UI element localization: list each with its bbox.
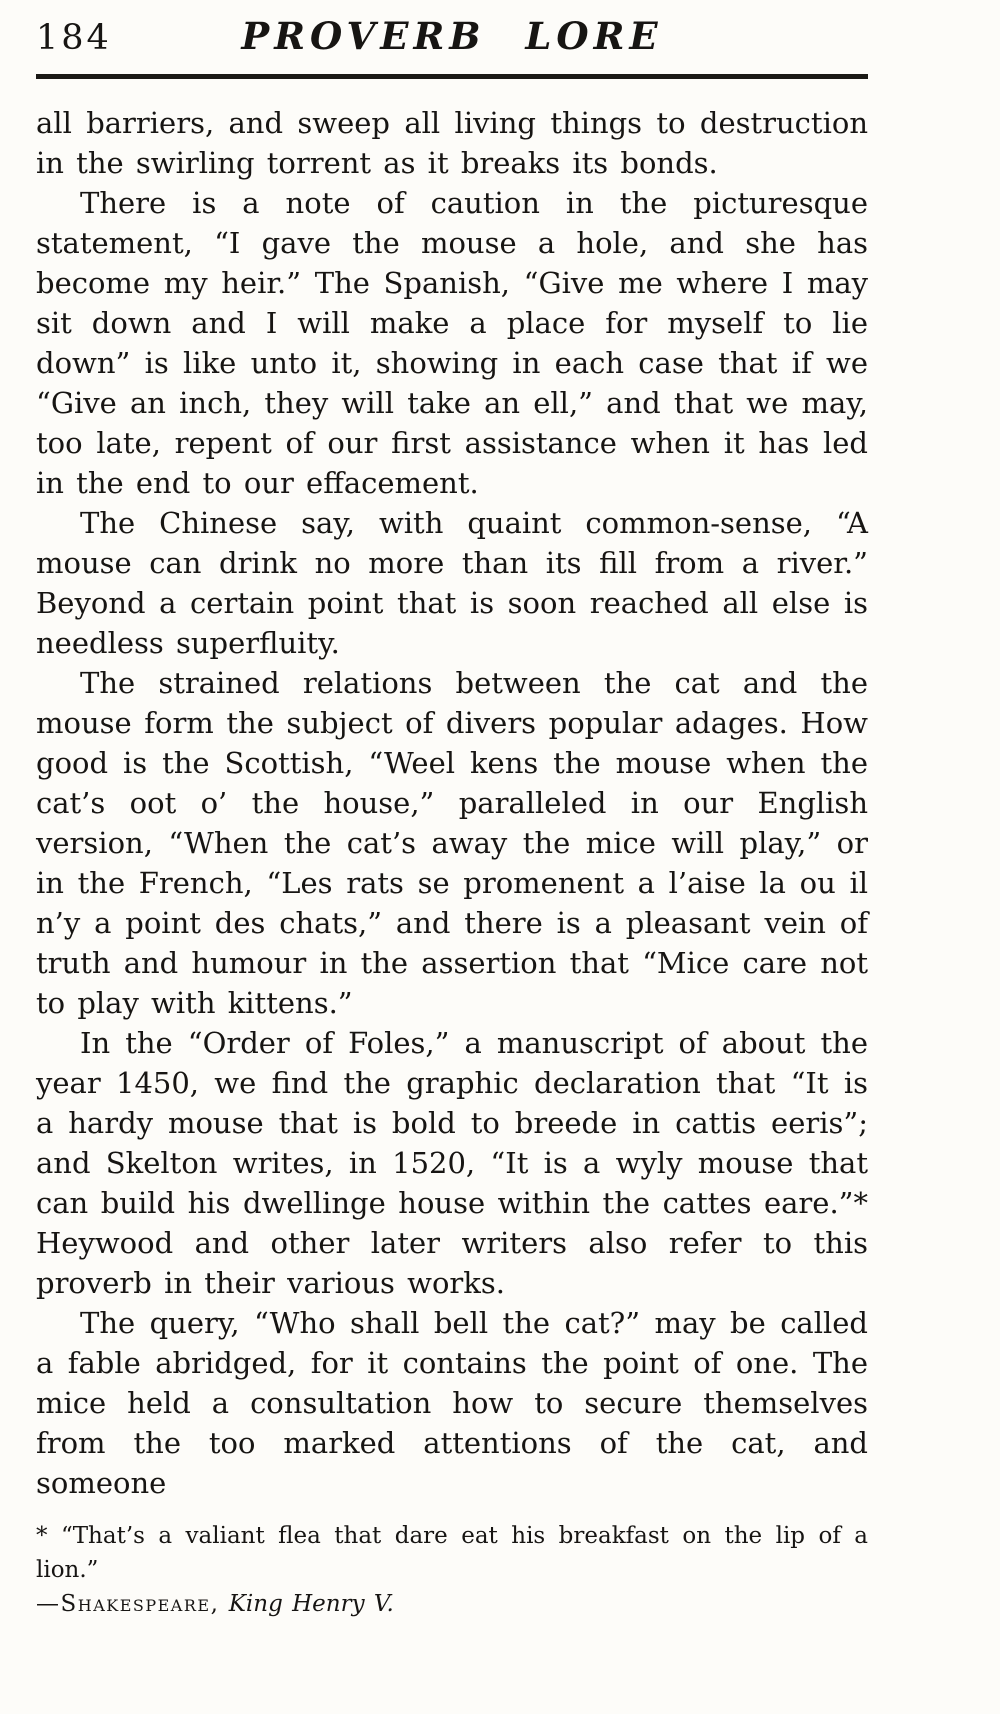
footnote-author: —Shakespeare, bbox=[36, 1591, 220, 1617]
footnote bbox=[36, 1519, 868, 1621]
footnote-quote: * “That’s a valiant flea that dare eat his breakfast on the lip of a lion.” bbox=[36, 1523, 868, 1583]
footnote-attribution-line bbox=[36, 1587, 868, 1621]
paragraph: The strained relations between the cat and the mouse form the subject of divers popular adages. How good is the Scottish, “Weel kens the mouse when the cat’s oot o’ the house,” paralleled in our English version, “When the cat’s away the mice will play,” or in the French, “Les rats se promenent a l’aise la ou il n’y a point des chats,” and there is a pleasant vein of truth and humour in the assertion that “Mice care not to play with kittens.” bbox=[36, 666, 868, 1020]
header-rule bbox=[36, 74, 868, 79]
paragraph: There is a note of caution in the picturesque statement, “I gave the mouse a hole, and she has become my heir.” The Spanish, “Give me where I may sit down and I will make a place for myself to lie down” is like unto it, showing in each case that if we “Give an inch, they will take an ell,” and that we may, too late, repent of our first assistance when it has led in the end to our effacement. bbox=[36, 186, 868, 500]
page-header bbox=[36, 14, 868, 70]
paragraph: all barriers, and sweep all living things to destruction in the swirling torrent as it breaks its bonds. bbox=[36, 106, 868, 180]
footnote-work-title: King Henry V. bbox=[228, 1591, 394, 1617]
paragraph: The Chinese say, with quaint common-sense, “A mouse can drink no more than its fill from a river.” Beyond a certain point that is soon reached all else is needless superfluity. bbox=[36, 506, 868, 660]
paragraph: In the “Order of Foles,” a manuscript of about the year 1450, we find the graphic declaration that “It is a hardy mouse that is bold to breede in cattis eeris”; and Skelton writes, in 1520, “It is a wyly mouse that can build his dwellinge house within the cattes eare.”* Heywood and other later writers also refer to this proverb in their various works. bbox=[36, 1026, 868, 1300]
page-title: PROVERB LORE bbox=[241, 14, 663, 58]
paragraph: The query, “Who shall bell the cat?” may be called a fable abridged, for it contains the point of one. The mice held a consultation how to secure themselves from the too marked attentions of the cat, and someone bbox=[36, 1306, 868, 1500]
page-number: 184 bbox=[36, 18, 112, 58]
body-text bbox=[36, 103, 868, 1503]
